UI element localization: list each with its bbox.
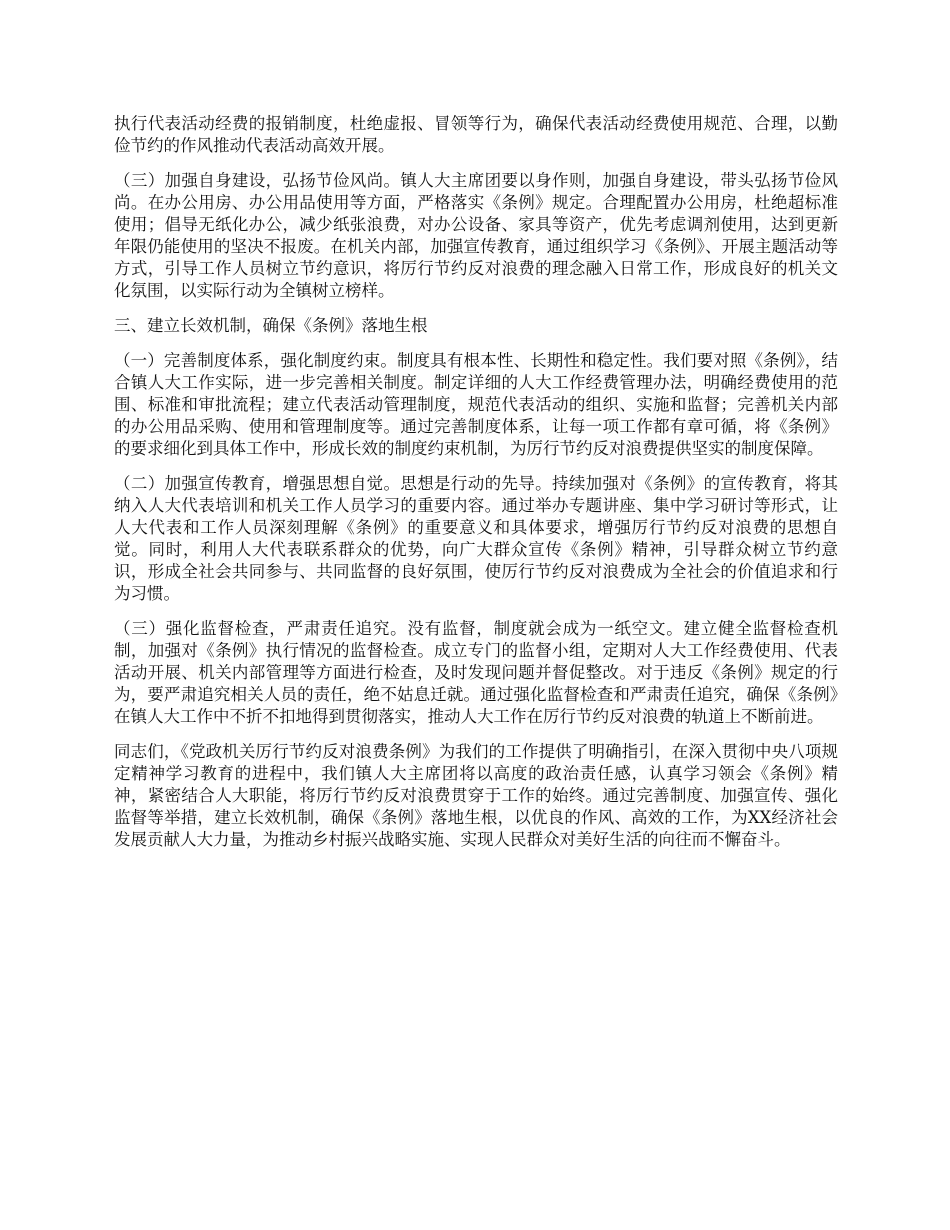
- paragraph-closing-remarks: 同志们，《党政机关厉行节约反对浪费条例》为我们的工作提供了明确指引，在深入贯彻中央八项规定精神学习教育的进程中，我们镇人大主席团将以高度的政治责任感，认真学习领会《条例》精神，紧密结合人大职能，将厉行节约反对浪费贯穿于工作的始终。通过完善制度、加强宣传、强化监督等举措，建立长效机制，确保《条例》落地生根，以优良的作风、高效的工作，为XX经济社会发展贡献人大力量，为推动乡村振兴战略实施、实现人民群众对美好生活的向往而不懈奋斗。: [114, 742, 838, 849]
- section-heading-long-term-mechanism: 三、建立长效机制，确保《条例》落地生根: [114, 316, 428, 335]
- document-body: [114, 113, 838, 864]
- paragraph-system-improvement: （一）完善制度体系，强化制度约束。制度具有根本性、长期性和稳定性。我们要对照《条例》，结合镇人大工作实际，进一步完善相关制度。制定详细的人大工作经费管理办法，明确经费使用的范围、标准和审批流程；建立代表活动管理制度，规范代表活动的组织、实施和监督；完善机关内部的办公用品采购、使用和管理制度等。通过完善制度体系，让每一项工作都有章可循，将《条例》的要求细化到具体工作中，形成长效的制度约束机制，为厉行节约反对浪费提供坚实的制度保障。: [114, 351, 838, 458]
- paragraph-self-construction: （三）加强自身建设，弘扬节俭风尚。镇人大主席团要以身作则，加强自身建设，带头弘扬节俭风尚。在办公用房、办公用品使用等方面，严格落实《条例》规定。合理配置办公用房，杜绝超标准使用；倡导无纸化办公，减少纸张浪费，对办公设备、家具等资产，优先考虑调剂使用，达到更新年限仍能使用的坚决不报废。在机关内部，加强宣传教育，通过组织学习《条例》、开展主题活动等方式，引导工作人员树立节约意识，将厉行节约反对浪费的理念融入日常工作，形成良好的机关文化氛围，以实际行动为全镇树立榜样。: [114, 171, 838, 300]
- paragraph-expense-reimbursement: 执行代表活动经费的报销制度，杜绝虚报、冒领等行为，确保代表活动经费使用规范、合理，以勤俭节约的作风推动代表活动高效开展。: [114, 114, 838, 155]
- paragraph-publicity-education: （二）加强宣传教育，增强思想自觉。思想是行动的先导。持续加强对《条例》的宣传教育，将其纳入人大代表培训和机关工作人员学习的重要内容。通过举办专题讲座、集中学习研讨等形式，让人大代表和工作人员深刻理解《条例》的重要意义和具体要求，增强厉行节约反对浪费的思想自觉。同时，利用人大代表联系群众的优势，向广大群众宣传《条例》精神，引导群众树立节约意识，形成全社会共同参与、共同监督的良好氛围，使厉行节约反对浪费成为全社会的价值追求和行为习惯。: [114, 474, 838, 603]
- paragraph-supervision-inspection: （三）强化监督检查，严肃责任追究。没有监督，制度就会成为一纸空文。建立健全监督检查机制，加强对《条例》执行情况的监督检查。成立专门的监督小组，定期对人大工作经费使用、代表活动开展、机关内部管理等方面进行检查，及时发现问题并督促整改。对于违反《条例》规定的行为，要严肃追究相关人员的责任，绝不姑息迁就。通过强化监督检查和严肃责任追究，确保《条例》在镇人大工作中不折不扣地得到贯彻落实，推动人大工作在厉行节约反对浪费的轨道上不断前进。: [114, 619, 838, 726]
